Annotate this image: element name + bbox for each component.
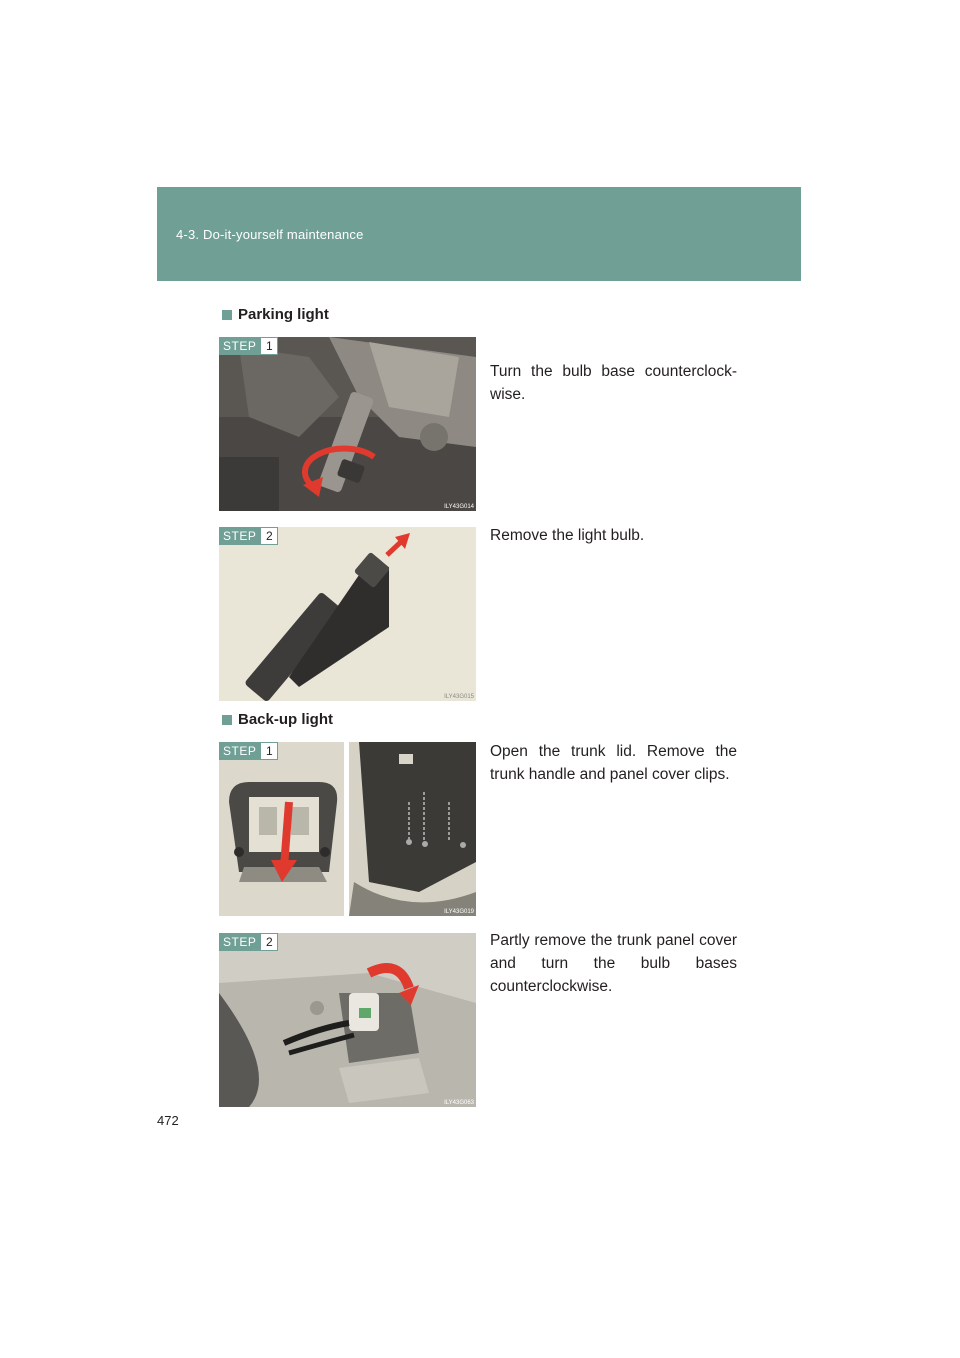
step-number: 2: [260, 527, 278, 545]
figure-code: ILY43G015: [444, 694, 474, 700]
square-bullet-icon: [222, 310, 232, 320]
instruction-text: Partly remove the trunk panel cover and turn the bulb bases counterclockwise.: [490, 932, 737, 995]
section-breadcrumb: 4-3. Do-it-yourself maintenance: [176, 227, 364, 242]
instruction-text: Open the trunk lid. Remove the trunk handle and panel cover clips.: [490, 743, 737, 783]
step-label: STEP: [219, 933, 260, 951]
header-band: [157, 187, 801, 281]
step-label: STEP: [219, 742, 260, 760]
step-badge: [219, 527, 278, 545]
step-label: STEP: [219, 337, 260, 355]
figure-parking-step-2: [219, 527, 476, 701]
bulb-base-photo: [219, 337, 476, 511]
section-heading-back-up-light: [222, 711, 333, 728]
figure-backup-step-2: [219, 933, 476, 1107]
step-number: 2: [260, 933, 278, 951]
step-badge: [219, 337, 278, 355]
section-title: Parking light: [238, 306, 329, 323]
figure-parking-step-1: [219, 337, 476, 511]
light-bulb-illustration: [219, 527, 476, 701]
step-label: STEP: [219, 527, 260, 545]
figure-backup-step-1: [219, 742, 476, 916]
trunk-handle-illustration: [219, 742, 476, 916]
bulb-bases-photo: [219, 933, 476, 1107]
square-bullet-icon: [222, 715, 232, 725]
section-title: Back-up light: [238, 711, 334, 728]
figure-code: ILY43G063: [444, 1100, 474, 1106]
step-badge: [219, 742, 278, 760]
figure-code: ILY43G019: [444, 909, 474, 915]
page-number: 472: [157, 1113, 179, 1128]
step-number: 1: [260, 742, 278, 760]
section-heading-parking-light: [222, 306, 329, 323]
step-badge: [219, 933, 278, 951]
instruction-text: Turn the bulb base counterclock-wise.: [490, 363, 737, 403]
figure-code: ILY43G014: [444, 504, 474, 510]
instruction-text: Remove the light bulb.: [490, 527, 645, 544]
step-number: 1: [260, 337, 278, 355]
